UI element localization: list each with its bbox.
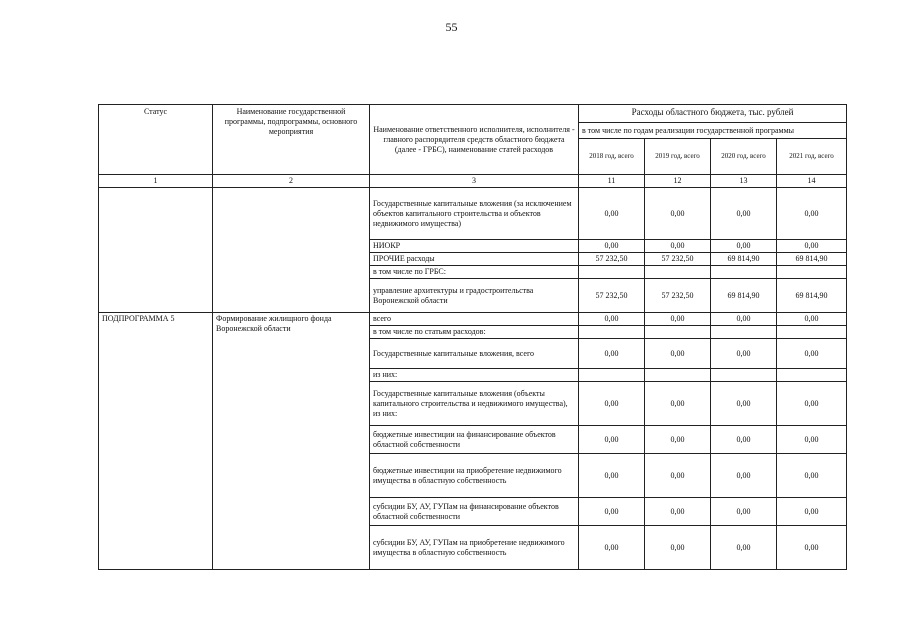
value-cell bbox=[579, 369, 645, 382]
table-row bbox=[99, 313, 847, 326]
value-cell bbox=[777, 326, 847, 339]
value-cell: 0,00 bbox=[579, 454, 645, 498]
header-year-2020: 2020 год, всего bbox=[711, 139, 777, 175]
column-number: 1 bbox=[99, 175, 213, 188]
value-cell: 69 814,90 bbox=[711, 253, 777, 266]
value-cell: 0,00 bbox=[711, 382, 777, 426]
value-cell: 0,00 bbox=[579, 498, 645, 526]
row-label: в том числе по статьям расходов: bbox=[370, 326, 579, 339]
value-cell: 0,00 bbox=[579, 382, 645, 426]
empty-cell bbox=[99, 188, 213, 313]
value-cell: 0,00 bbox=[711, 526, 777, 570]
row-label: ПРОЧИЕ расходы bbox=[370, 253, 579, 266]
row-label: в том числе по ГРБС: bbox=[370, 266, 579, 279]
row-label: бюджетные инвестиции на финансирование объектов областной собственности bbox=[370, 426, 579, 454]
value-cell bbox=[645, 266, 711, 279]
value-cell bbox=[777, 266, 847, 279]
value-cell: 0,00 bbox=[645, 313, 711, 326]
value-cell: 0,00 bbox=[645, 188, 711, 240]
column-number: 12 bbox=[645, 175, 711, 188]
value-cell: 69 814,90 bbox=[711, 279, 777, 313]
value-cell: 0,00 bbox=[645, 454, 711, 498]
value-cell: 57 232,50 bbox=[645, 279, 711, 313]
row-label: субсидии БУ, АУ, ГУПам на приобретение недвижимого имущества в областную собственность bbox=[370, 526, 579, 570]
value-cell: 69 814,90 bbox=[777, 253, 847, 266]
row-label: НИОКР bbox=[370, 240, 579, 253]
subprogram-name: Формирование жилищного фонда Воронежской области bbox=[213, 313, 370, 570]
value-cell: 0,00 bbox=[711, 313, 777, 326]
value-cell: 0,00 bbox=[579, 240, 645, 253]
value-cell: 57 232,50 bbox=[579, 279, 645, 313]
value-cell: 0,00 bbox=[777, 426, 847, 454]
column-number: 2 bbox=[213, 175, 370, 188]
value-cell: 0,00 bbox=[711, 188, 777, 240]
column-number: 11 bbox=[579, 175, 645, 188]
value-cell: 0,00 bbox=[777, 454, 847, 498]
value-cell bbox=[711, 326, 777, 339]
value-cell bbox=[645, 326, 711, 339]
row-label: управление архитектуры и градостроительства Воронежской области bbox=[370, 279, 579, 313]
value-cell: 69 814,90 bbox=[777, 279, 847, 313]
header-year-2018: 2018 год, всего bbox=[579, 139, 645, 175]
value-cell: 0,00 bbox=[711, 339, 777, 369]
value-cell bbox=[711, 266, 777, 279]
value-cell: 0,00 bbox=[579, 339, 645, 369]
header-program-name: Наименование государственной программы, подпрограммы, основного мероприятия bbox=[213, 105, 370, 175]
value-cell: 0,00 bbox=[711, 498, 777, 526]
value-cell: 0,00 bbox=[645, 526, 711, 570]
header-executor: Наименование ответственного исполнителя, исполнителя - главного распорядителя средств областного бюджета (далее - ГРБС), наименование статей расходов bbox=[370, 105, 579, 175]
value-cell: 0,00 bbox=[777, 526, 847, 570]
column-number: 13 bbox=[711, 175, 777, 188]
value-cell bbox=[711, 369, 777, 382]
subprogram-status: ПОДПРОГРАММА 5 bbox=[99, 313, 213, 570]
row-label: Государственные капитальные вложения (за исключением объектов капитального строительства и объектов недвижимого имущества) bbox=[370, 188, 579, 240]
value-cell: 0,00 bbox=[579, 188, 645, 240]
header-by-years: в том числе по годам реализации государственной программы bbox=[579, 123, 847, 139]
value-cell: 0,00 bbox=[777, 313, 847, 326]
column-number: 14 bbox=[777, 175, 847, 188]
empty-cell bbox=[213, 188, 370, 313]
value-cell: 0,00 bbox=[777, 240, 847, 253]
value-cell bbox=[645, 369, 711, 382]
row-label: субсидии БУ, АУ, ГУПам на финансирование объектов областной собственности bbox=[370, 498, 579, 526]
value-cell: 0,00 bbox=[711, 240, 777, 253]
header-year-2021: 2021 год, всего bbox=[777, 139, 847, 175]
header-year-2019: 2019 год, всего bbox=[645, 139, 711, 175]
value-cell: 0,00 bbox=[645, 426, 711, 454]
value-cell: 0,00 bbox=[777, 498, 847, 526]
header-status: Статус bbox=[99, 105, 213, 175]
value-cell bbox=[579, 326, 645, 339]
page-number: 55 bbox=[445, 20, 458, 34]
value-cell: 0,00 bbox=[777, 382, 847, 426]
row-label: Государственные капитальные вложения (объекты капитального строительства и недвижимого имущества), из них: bbox=[370, 382, 579, 426]
value-cell: 0,00 bbox=[777, 188, 847, 240]
row-label: всего bbox=[370, 313, 579, 326]
value-cell: 0,00 bbox=[645, 240, 711, 253]
value-cell: 0,00 bbox=[777, 339, 847, 369]
value-cell: 0,00 bbox=[579, 426, 645, 454]
value-cell: 0,00 bbox=[579, 313, 645, 326]
value-cell: 0,00 bbox=[645, 498, 711, 526]
value-cell bbox=[777, 369, 847, 382]
value-cell bbox=[579, 266, 645, 279]
table-row bbox=[99, 188, 847, 240]
column-number: 3 bbox=[370, 175, 579, 188]
value-cell: 0,00 bbox=[645, 339, 711, 369]
value-cell: 0,00 bbox=[645, 382, 711, 426]
row-label: бюджетные инвестиции на приобретение недвижимого имущества в областную собственность bbox=[370, 454, 579, 498]
row-label: Государственные капитальные вложения, всего bbox=[370, 339, 579, 369]
value-cell: 0,00 bbox=[711, 454, 777, 498]
value-cell: 0,00 bbox=[579, 526, 645, 570]
value-cell: 57 232,50 bbox=[579, 253, 645, 266]
value-cell: 0,00 bbox=[711, 426, 777, 454]
row-label: из них: bbox=[370, 369, 579, 382]
header-expenses: Расходы областного бюджета, тыс. рублей bbox=[579, 105, 847, 123]
budget-table bbox=[98, 104, 847, 570]
value-cell: 57 232,50 bbox=[645, 253, 711, 266]
